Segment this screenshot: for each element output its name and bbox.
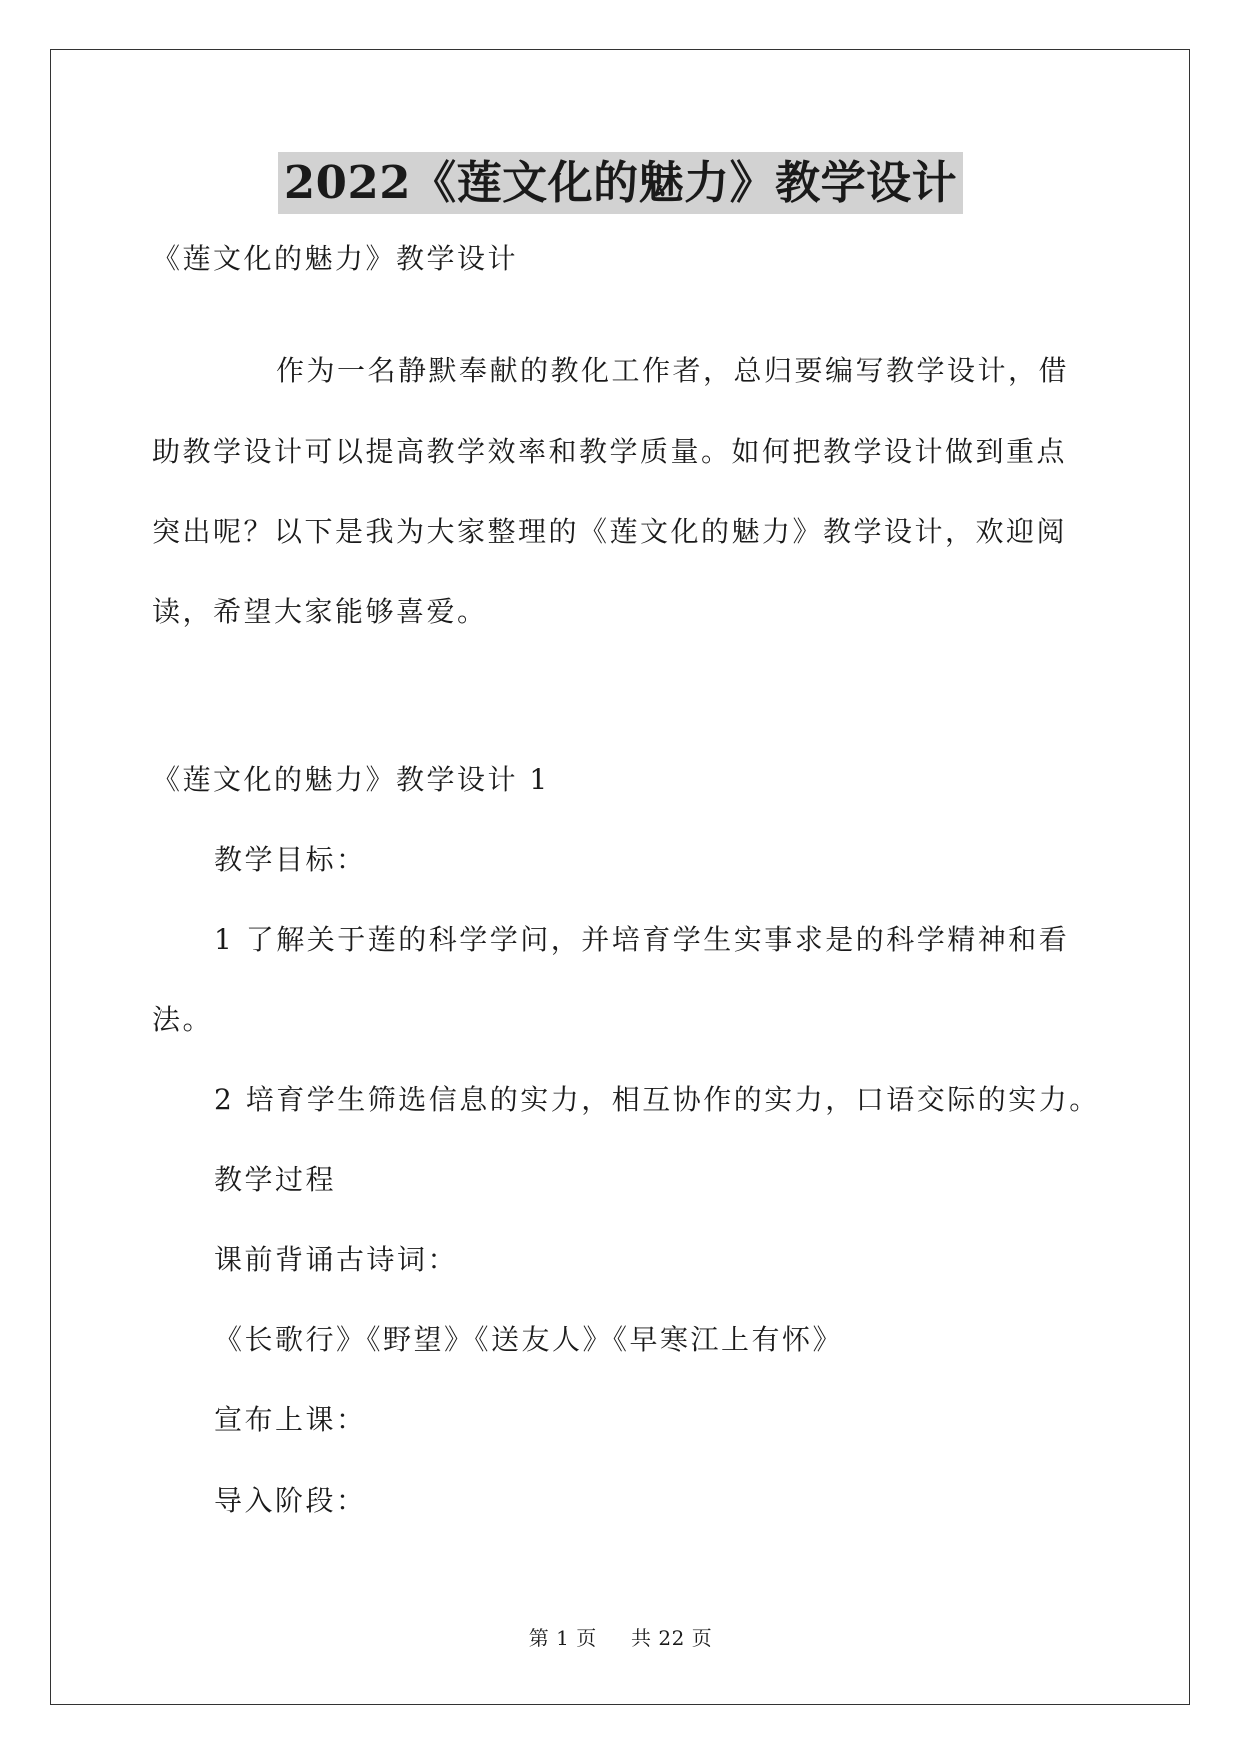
intro-line-2: 助教学设计可以提高教学效率和教学质量。如何把教学设计做到重点 bbox=[152, 435, 1068, 468]
class-start: 宣布上课： bbox=[214, 1403, 367, 1436]
intro-line-1: 作为一名静默奉献的教化工作者，总归要编写教学设计，借 bbox=[276, 354, 1070, 387]
title-block bbox=[0, 152, 1241, 214]
goals-label: 教学目标： bbox=[214, 843, 367, 876]
document-title: 2022《莲文化的魅力》教学设计 bbox=[278, 152, 963, 214]
intro-stage: 导入阶段： bbox=[214, 1484, 367, 1517]
page-number: 第 1 页 bbox=[528, 1626, 597, 1650]
section-heading: 《莲文化的魅力》教学设计 1 bbox=[152, 763, 550, 796]
page-total: 共 22 页 bbox=[631, 1626, 713, 1650]
intro-line-4: 读，希望大家能够喜爱。 bbox=[152, 595, 488, 628]
goal-2: 2 培育学生筛选信息的实力，相互协作的实力，口语交际的实力。 bbox=[214, 1083, 1100, 1116]
recite-label: 课前背诵古诗词： bbox=[214, 1243, 459, 1276]
page-footer bbox=[0, 1622, 1241, 1651]
intro-line-3: 突出呢？以下是我为大家整理的《莲文化的魅力》教学设计，欢迎阅 bbox=[152, 515, 1068, 548]
goal-1-line-1: 1 了解关于莲的科学学问，并培育学生实事求是的科学精神和看 bbox=[214, 923, 1070, 956]
goal-1-line-2: 法。 bbox=[152, 1003, 214, 1036]
process-label: 教学过程 bbox=[214, 1163, 337, 1196]
subtitle: 《莲文化的魅力》教学设计 bbox=[152, 242, 519, 275]
poem-list: 《长歌行》《野望》《送友人》《早寒江上有怀》 bbox=[214, 1323, 844, 1356]
